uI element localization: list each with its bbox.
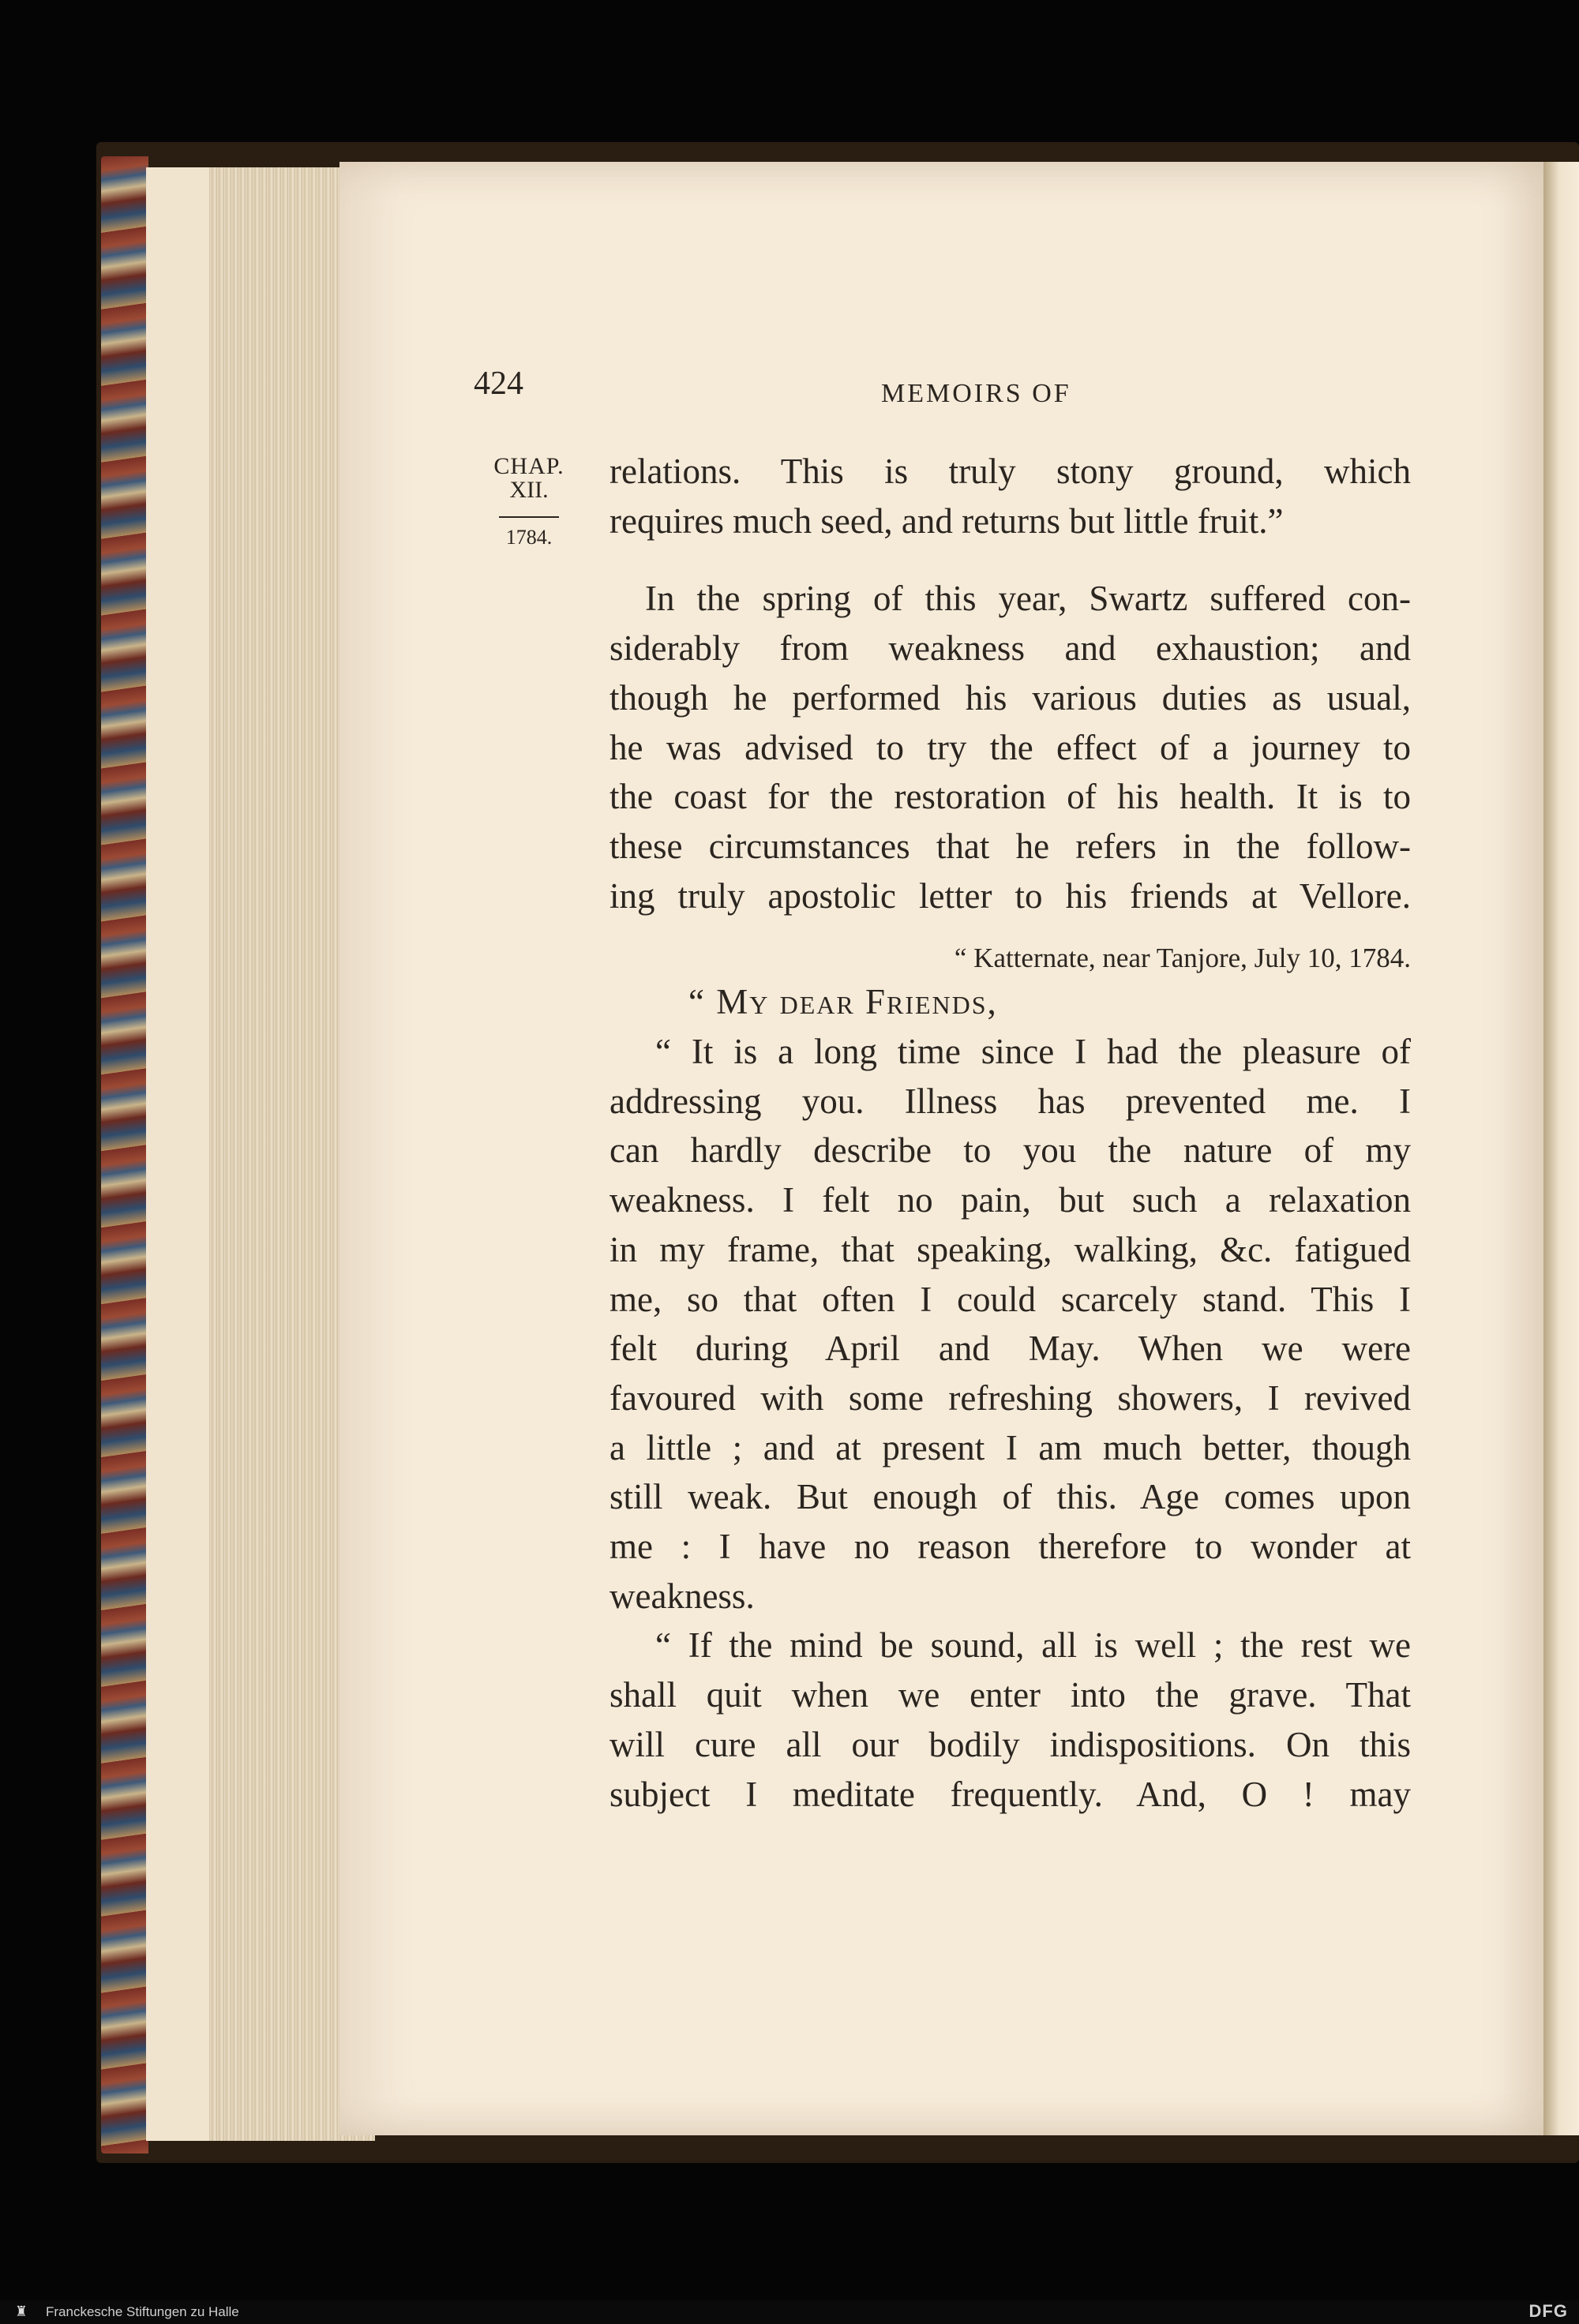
chapter-label: CHAP. [493,453,564,479]
text-line: requires much seed, and returns but little fruit.” [609,500,1284,541]
margin-year: 1784. [505,526,553,549]
paragraph-gap [609,545,1411,574]
text-line: In the spring of this year, Swartz suffered con- [645,579,1411,619]
page-stack-edge [146,167,209,2141]
text-line: relations. This is truly stony ground, which [609,452,1411,491]
margin-rule [499,516,559,518]
text-line: ing truly apostolic letter to his friends at Vellore. [609,875,1411,916]
text-line: still weak. But enough of this. Age comes upon [609,1477,1411,1517]
text-line: “ If the mind be sound, all is well ; the rest we [655,1625,1411,1666]
funder-logo: DFG [1528,2301,1568,2321]
text-line: can hardly describe to you the nature of my [609,1130,1411,1171]
institution-logo-icon: ♜ [14,2303,28,2320]
text-line: in my frame, that speaking, walking, &c. fatigued [609,1229,1411,1269]
text-line: will cure all our bodily indispositions. On this [609,1724,1411,1764]
letter-dateline: “ Katternate, near Tanjore, July 10, 1784. [954,943,1411,974]
text-line: favoured with some refreshing showers, I revived [609,1378,1411,1418]
running-head: MEMOIRS OF [881,379,1071,408]
text-line: me, so that often I could scarcely stand. This I [609,1279,1411,1319]
text-line: felt during April and May. When we were [609,1329,1411,1369]
text-line: a little ; and at present I am much better, though [609,1427,1411,1467]
text-line: “ It is a long time since I had the pleasure of [655,1032,1411,1072]
text-line: he was advised to try the effect of a journey to [609,727,1411,767]
text-line: shall quit when we enter into the grave. That [609,1675,1411,1715]
text-line: though he performed his various duties as usual, [609,677,1411,718]
body-text [609,447,1411,1819]
text-line: weakness. I felt no pain, but such a relaxation [609,1180,1411,1220]
page-number: 424 [474,365,523,402]
chapter-number: XII. [509,477,549,503]
text-line: weakness. [609,1576,755,1616]
paragraph-gap [609,920,1411,939]
letter-salutation: “ My dear Friends, [688,982,998,1022]
margin-note [486,455,572,548]
text-line: subject I meditate frequently. And, O ! may [609,1774,1411,1814]
marbled-edge [101,156,148,2153]
text-line: me : I have no reason therefore to wonder at [609,1527,1411,1567]
text-line: addressing you. Illness has prevented me. I [609,1081,1411,1121]
institution-name: Franckesche Stiftungen zu Halle [46,2304,239,2319]
text-line: these circumstances that he refers in the follow- [609,826,1411,866]
text-line: siderably from weakness and exhaustion; and [609,628,1411,669]
facing-page-edge [1543,162,1579,2135]
text-line: the coast for the restoration of his health. It is to [609,777,1411,817]
